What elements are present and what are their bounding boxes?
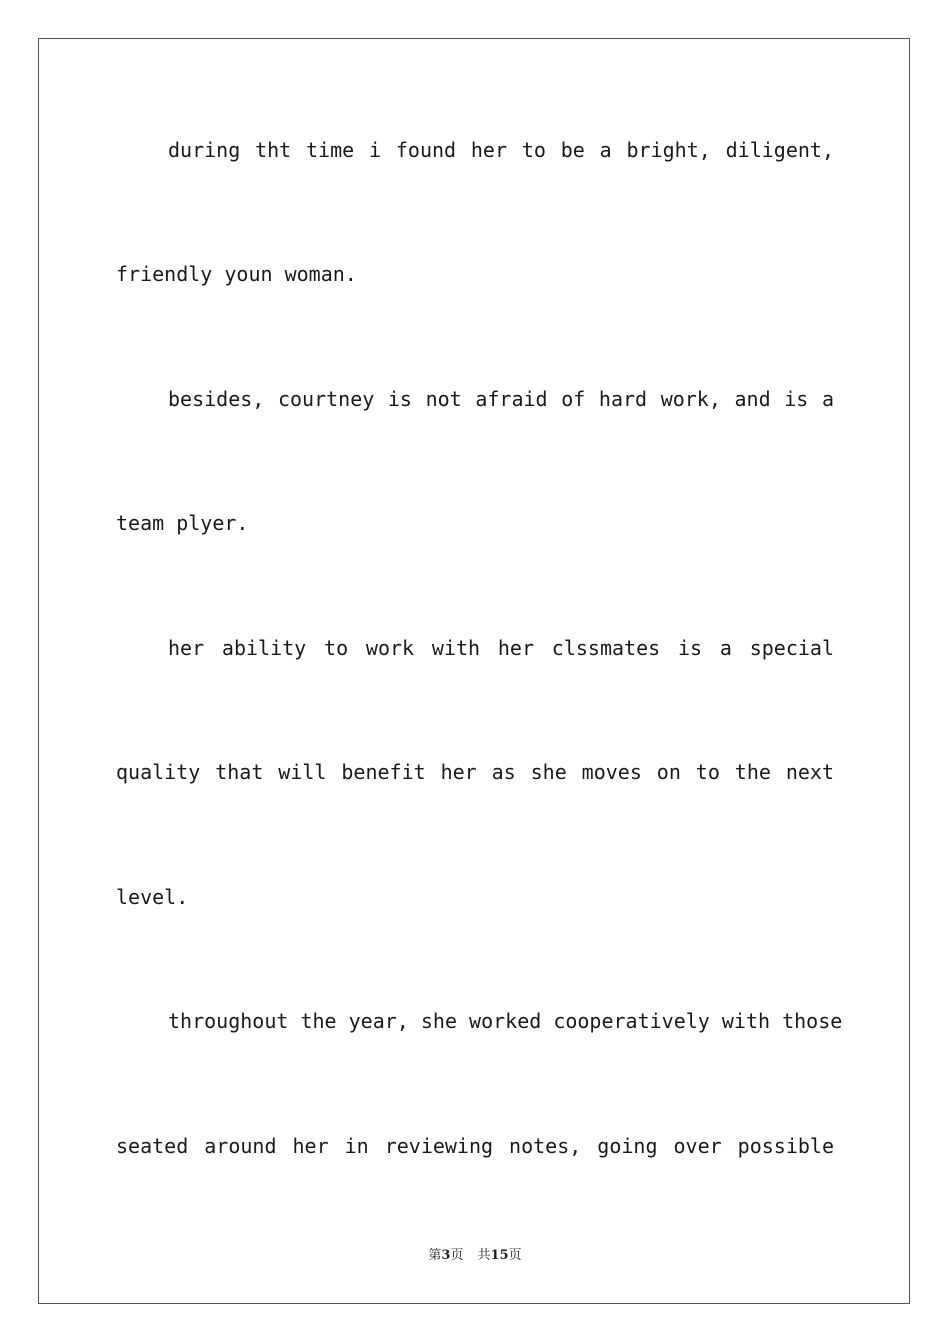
body-text-line: friendly youn woman. <box>116 262 357 286</box>
total-prefix: 共 <box>477 1248 491 1263</box>
body-text-line: besides, courtney is not afraid of hard work, and is a <box>168 387 834 411</box>
body-text-line: her ability to work with her clssmates is a special <box>168 636 834 660</box>
body-text-line: quality that will benefit her as she moves on to the next <box>116 760 834 784</box>
body-text-line: during tht time i found her to be a bright, diligent, <box>168 138 834 162</box>
body-text-line: team plyer. <box>116 511 249 535</box>
total-pages: 15 <box>490 1248 509 1263</box>
page-prefix: 第 <box>428 1248 442 1263</box>
page-suffix: 页 <box>450 1248 464 1263</box>
page-frame <box>38 38 910 1304</box>
page-footer <box>0 1246 950 1266</box>
page-number: 3 <box>441 1248 451 1263</box>
body-text-line: throughout the year, she worked cooperatively with those <box>168 1009 843 1033</box>
body-text-line: level. <box>116 885 189 909</box>
body-text-line: seated around her in reviewing notes, going over possible <box>116 1134 834 1158</box>
total-suffix: 页 <box>508 1248 522 1263</box>
